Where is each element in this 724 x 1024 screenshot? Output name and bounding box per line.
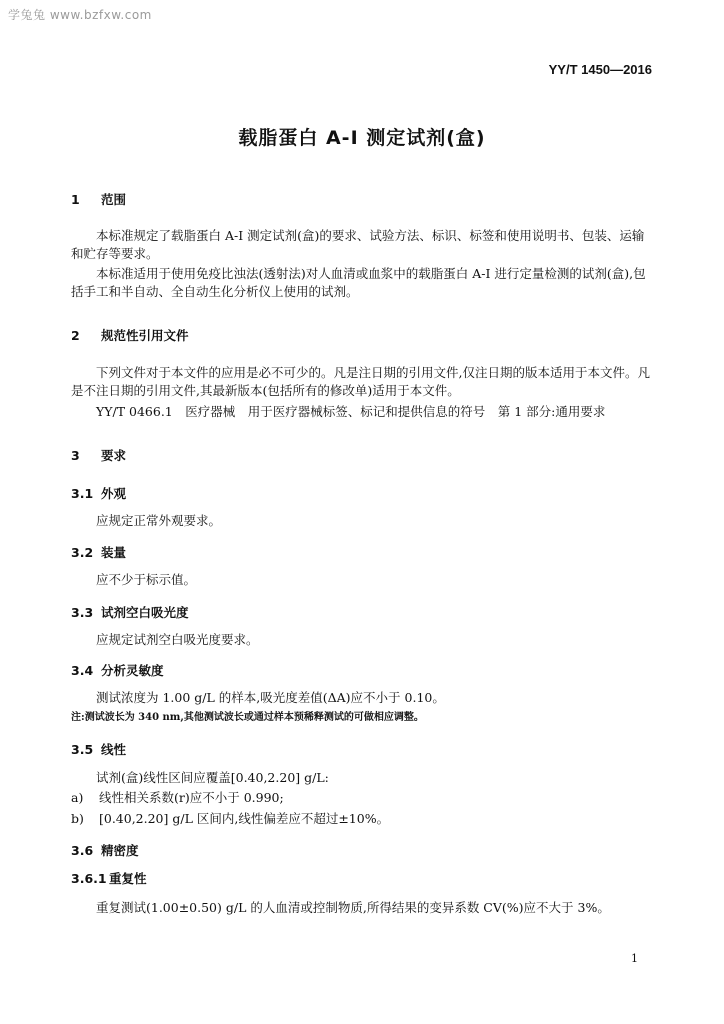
section-number: 3.4	[71, 663, 94, 678]
document-title: 载脂蛋白 A-I 测定试剂(盒)	[238, 127, 486, 149]
section-1-heading	[71, 190, 126, 208]
section-3-1-text: 应规定正常外观要求。	[96, 513, 222, 528]
section-3-3-heading	[71, 603, 189, 621]
section-title: 要求	[101, 448, 127, 463]
section-title: 装量	[101, 545, 127, 560]
section-number: 1	[71, 192, 80, 207]
section-3-5-heading	[71, 740, 126, 758]
page-number: 1	[631, 952, 638, 965]
section-2-heading	[71, 326, 189, 344]
normative-reference: YY/T 0466.1 医疗器械 用于医疗器械标签、标记和提供信息的符号 第 1 部分:通用要求	[96, 404, 606, 419]
standard-code: YY/T 1450—2016	[548, 62, 652, 77]
section-3-heading	[71, 446, 126, 464]
list-item-label: b)	[71, 811, 84, 826]
section-number: 3.2	[71, 545, 94, 560]
section-3-6-heading	[71, 841, 139, 859]
section-number: 3	[71, 448, 80, 463]
section-number: 3.6	[71, 843, 94, 858]
section-title: 试剂空白吸光度	[101, 605, 189, 620]
list-item-label: a)	[71, 790, 84, 805]
section-number: 2	[71, 328, 80, 343]
section-1-paragraph-1: 本标准规定了载脂蛋白 A-I 测定试剂(盒)的要求、试验方法、标识、标签和使用说明书、包装、运输和贮存等要求。	[71, 228, 645, 261]
section-3-4-heading	[71, 661, 164, 679]
section-3-2-text: 应不少于标示值。	[96, 572, 197, 587]
section-1-paragraph-2: 本标准适用于使用免疫比浊法(透射法)对人血清或血浆中的载脂蛋白 A-I 进行定量检测的试剂(盒),包括手工和半自动、全自动生化分析仪上使用的试剂。	[71, 266, 646, 299]
list-item	[71, 810, 681, 828]
watermark: 学兔兔 www.bzfxw.com	[8, 8, 152, 22]
section-3-6-1-heading	[71, 869, 147, 887]
section-3-5-text: 试剂(盒)线性区间应覆盖[0.40,2.20] g/L:	[96, 770, 329, 785]
section-title: 规范性引用文件	[101, 328, 189, 343]
section-3-4-text: 测试浓度为 1.00 g/L 的样本,吸光度差值(ΔA)应不小于 0.10。	[96, 690, 445, 705]
section-number: 3.5	[71, 742, 94, 757]
section-3-1-heading	[71, 484, 126, 502]
section-title: 分析灵敏度	[101, 663, 164, 678]
list-item	[71, 789, 681, 807]
list-item-text: [0.40,2.20] g/L 区间内,线性偏差应不超过±10%。	[99, 811, 390, 826]
section-3-6-1-text: 重复测试(1.00±0.50) g/L 的人血清或控制物质,所得结果的变异系数 CV(%)应不大于 3%。	[96, 900, 610, 915]
section-title: 外观	[101, 486, 127, 501]
section-number: 3.1	[71, 486, 94, 501]
section-title: 精密度	[101, 843, 139, 858]
section-number: 3.6.1	[71, 871, 107, 886]
section-3-2-heading	[71, 543, 126, 561]
section-title: 重复性	[109, 871, 147, 886]
section-3-3-text: 应规定试剂空白吸光度要求。	[96, 632, 259, 647]
list-item-text: 线性相关系数(r)应不小于 0.990;	[99, 790, 284, 805]
section-2-paragraph-1: 下列文件对于本文件的应用是必不可少的。凡是注日期的引用文件,仅注日期的版本适用于本文件。凡是不注日期的引用文件,其最新版本(包括所有的修改单)适用于本文件。	[71, 365, 650, 398]
section-title: 线性	[101, 742, 127, 757]
section-title: 范围	[101, 192, 127, 207]
section-number: 3.3	[71, 605, 94, 620]
section-3-4-note: 注:测试波长为 340 nm,其他测试波长或通过样本预稀释测试的可做相应调整。	[71, 712, 424, 723]
